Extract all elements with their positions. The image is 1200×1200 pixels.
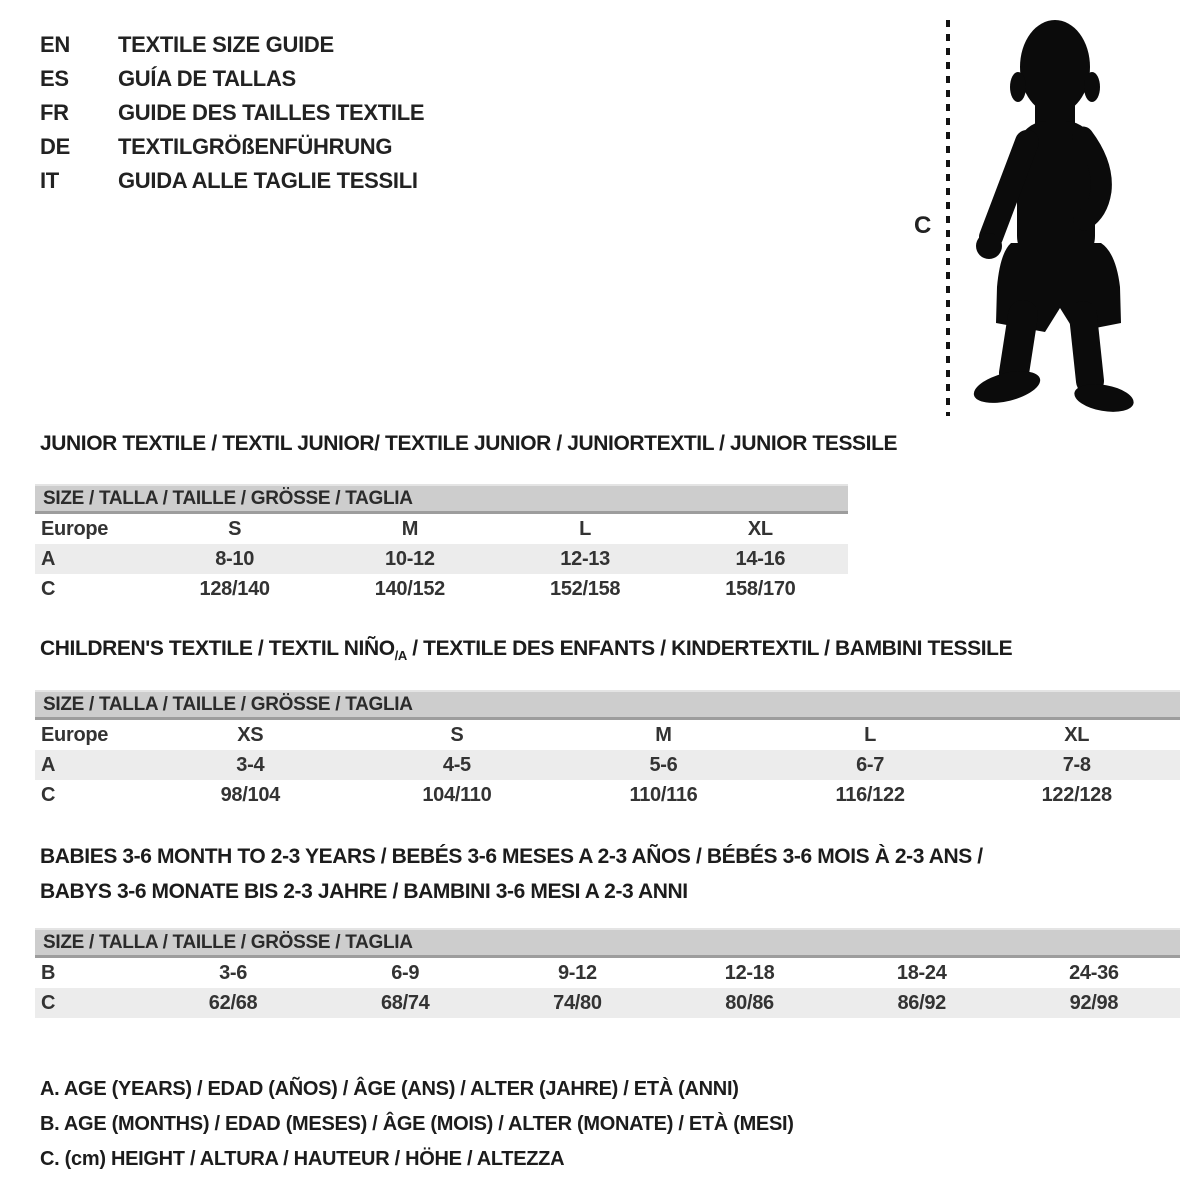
size-cell: L [579, 517, 592, 540]
language-code: DE [40, 134, 70, 159]
junior-size-table [35, 484, 848, 604]
age-cell: 3-4 [236, 753, 265, 776]
age-cell: 4-5 [442, 753, 471, 776]
row-label: C [41, 577, 56, 600]
age-cell: 12-18 [724, 961, 775, 984]
language-row [40, 130, 424, 164]
table-row [35, 958, 1180, 988]
children-size-table [35, 690, 1180, 810]
size-header-bar: SIZE / TALLA / TAILLE / GRÖSSE / TAGLIA [35, 690, 1180, 720]
height-cell: 68/74 [380, 991, 430, 1014]
height-cell: 86/92 [897, 991, 947, 1014]
language-list [40, 28, 424, 198]
babies-section-heading-line1: BABIES 3-6 MONTH TO 2-3 YEARS / BEBÉS 3-6 MESES A 2-3 AÑOS / BÉBÉS 3-6 MOIS À 2-3 ANS / [40, 845, 983, 868]
table-row [35, 720, 1180, 750]
size-cell: XS [237, 723, 264, 746]
height-cell: 140/152 [374, 577, 445, 600]
babies-section-heading-line2: BABYS 3-6 MONATE BIS 2-3 JAHRE / BAMBINI 3-6 MESI A 2-3 ANNI [40, 880, 688, 903]
legend-line-a: A. AGE (YEARS) / EDAD (AÑOS) / ÂGE (ANS) / ALTER (JAHRE) / ETÀ (ANNI) [40, 1078, 739, 1100]
size-cell: XL [747, 517, 773, 540]
junior-section-heading: JUNIOR TEXTILE / TEXTIL JUNIOR/ TEXTILE JUNIOR / JUNIORTEXTIL / JUNIOR TESSILE [40, 432, 898, 455]
language-code: ES [40, 66, 69, 91]
age-cell: 3-6 [219, 961, 248, 984]
table-row [35, 988, 1180, 1018]
age-cell: 24-36 [1069, 961, 1119, 984]
age-cell: 10-12 [385, 547, 435, 570]
language-title: TEXTILGRÖßENFÜHRUNG [118, 134, 393, 159]
legend [40, 1072, 794, 1177]
height-cell: 62/68 [208, 991, 258, 1014]
size-cell: S [228, 517, 242, 540]
height-cell: 92/98 [1069, 991, 1119, 1014]
children-heading-pre: CHILDREN'S TEXTILE / TEXTIL NIÑO [40, 637, 395, 660]
measure-label-c: C [914, 212, 932, 239]
height-cell: 116/122 [835, 783, 905, 806]
language-row [40, 96, 424, 130]
language-title: GUIDA ALLE TAGLIE TESSILI [118, 168, 418, 193]
size-cell: XL [1064, 723, 1090, 746]
row-label: B [41, 961, 56, 984]
legend-line-b: B. AGE (MONTHS) / EDAD (MESES) / ÂGE (MOIS) / ALTER (MONATE) / ETÀ (MESI) [40, 1113, 794, 1135]
height-cell: 98/104 [220, 783, 280, 806]
children-heading-post: / TEXTILE DES ENFANTS / KINDERTEXTIL / BAMBINI TESSILE [406, 637, 1013, 660]
height-cell: 74/80 [553, 991, 602, 1014]
language-row [40, 28, 424, 62]
language-row [40, 164, 424, 198]
height-cell: 152/158 [550, 577, 621, 600]
size-cell: M [401, 517, 419, 540]
table-row [35, 750, 1180, 780]
size-cell: M [655, 723, 672, 746]
table-row [35, 574, 848, 604]
size-cell: L [864, 723, 877, 746]
size-header-bar: SIZE / TALLA / TAILLE / GRÖSSE / TAGLIA [35, 484, 848, 514]
height-cell: 158/170 [725, 577, 796, 600]
height-cell: 110/116 [629, 783, 698, 806]
children-section-heading [40, 637, 1012, 663]
height-cell: 128/140 [199, 577, 270, 600]
age-cell: 12-13 [560, 547, 610, 570]
age-cell: 8-10 [215, 547, 255, 570]
row-label: Europe [41, 723, 109, 746]
age-cell: 5-6 [649, 753, 678, 776]
language-code: EN [40, 32, 70, 57]
age-cell: 7-8 [1062, 753, 1091, 776]
age-cell: 6-9 [391, 961, 420, 984]
height-cell: 104/110 [422, 783, 492, 806]
size-cell: S [450, 723, 464, 746]
language-title: TEXTILE SIZE GUIDE [118, 32, 334, 57]
age-cell: 9-12 [557, 961, 597, 984]
height-measure-line [946, 20, 950, 416]
height-cell: 80/86 [725, 991, 774, 1014]
table-row [35, 514, 848, 544]
children-heading-sub: /A [394, 648, 407, 663]
age-cell: 14-16 [735, 547, 786, 570]
table-row [35, 544, 848, 574]
row-label: Europe [41, 517, 109, 540]
language-row [40, 62, 424, 96]
language-title: GUÍA DE TALLAS [118, 66, 296, 91]
row-label: A [41, 753, 56, 776]
row-label: C [41, 783, 56, 806]
size-header-bar: SIZE / TALLA / TAILLE / GRÖSSE / TAGLIA [35, 928, 1180, 958]
age-cell: 6-7 [856, 753, 885, 776]
height-cell: 122/128 [1041, 783, 1112, 806]
table-row [35, 780, 1180, 810]
language-title: GUIDE DES TAILLES TEXTILE [118, 100, 425, 125]
age-cell: 18-24 [896, 961, 947, 984]
toddler-silhouette-image [963, 15, 1141, 415]
legend-line-c: C. (cm) HEIGHT / ALTURA / HAUTEUR / HÖHE / ALTEZZA [40, 1148, 565, 1170]
row-label: C [41, 991, 56, 1014]
language-code: FR [40, 100, 69, 125]
row-label: A [41, 547, 56, 570]
language-code: IT [40, 168, 59, 193]
babies-size-table [35, 928, 1180, 1018]
